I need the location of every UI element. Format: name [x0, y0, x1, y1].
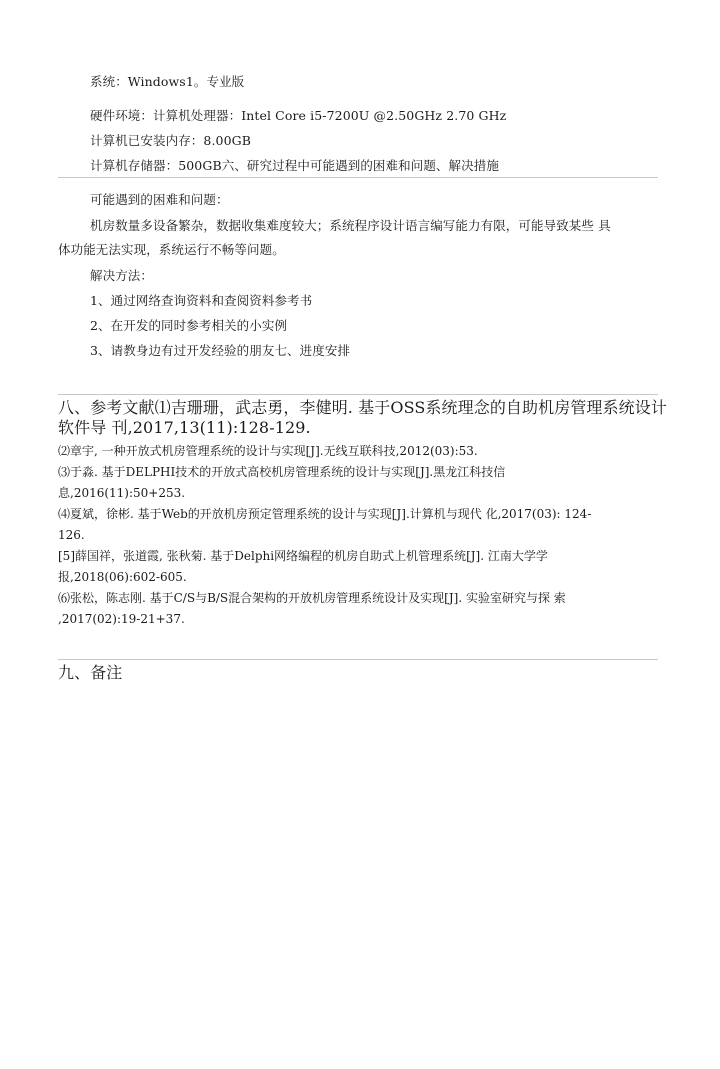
- references-heading-line2: 软件导 刊,2017,13(11):128-129.: [58, 418, 311, 437]
- references-heading-line1: 八、参考文献⑴吉珊珊，武志勇，李健明. 基于OSS系统理念的自助机房管理系统设计: [58, 398, 667, 417]
- reference-line: ⑵章宇, 一种开放式机房管理系统的设计与实现[J].无线互联科技,2012(03):53.: [58, 444, 478, 458]
- section-divider: [58, 659, 658, 660]
- section-divider: [58, 177, 658, 178]
- section-divider: [58, 394, 658, 395]
- reference-line: 息,2016(11):50+253.: [58, 486, 186, 500]
- reference-line: 报,2018(06):602-605.: [58, 570, 187, 584]
- reference-line: [5]薛国祥，张道霞, 张秋菊. 基于Delphi网络编程的机房自助式上机管理系统[J]. 江南大学学: [58, 549, 548, 563]
- problems-text-line1: 机房数量多设备繁杂，数据收集难度较大；系统程序设计语言编写能力有限，可能导致某些 具: [90, 218, 611, 233]
- hardware-line: 硬件环境：计算机处理器：Intel Core i5-7200U @2.50GHz 2.70 GHz: [90, 108, 507, 123]
- storage-line: 计算机存储器：500GB六、研究过程中可能遇到的困难和问题、解决措施: [90, 158, 499, 173]
- os-line: 系统：Windows1。专业版: [90, 74, 245, 89]
- remarks-heading: 九、备注: [58, 663, 123, 682]
- solutions-heading: 解决方法：: [90, 268, 154, 283]
- solution-item: 3、请教身边有过开发经验的朋友七、进度安排: [90, 343, 351, 358]
- problems-heading: 可能遇到的困难和问题：: [90, 192, 229, 207]
- solution-item: 1、通过网络查询资料和查阅资料参考书: [90, 293, 313, 308]
- memory-line: 计算机已安装内存：8.00GB: [90, 133, 252, 148]
- solution-item: 2、在开发的同时参考相关的小实例: [90, 318, 288, 333]
- reference-line: ⑷夏斌，徐彬. 基于Web的开放机房预定管理系统的设计与实现[J].计算机与现代 化,2017(03): 124-: [58, 507, 592, 521]
- reference-line: ⑹张松，陈志刚. 基于C/S与B/S混合架构的开放机房管理系统设计及实现[J]. 实验室研究与探 索: [58, 591, 566, 605]
- reference-line: ⑶于淼. 基于DELPHI技术的开放式高校机房管理系统的设计与实现[J].黑龙江科技信: [58, 465, 506, 479]
- reference-line: ,2017(02):19-21+37.: [58, 612, 185, 626]
- reference-line: 126.: [58, 528, 85, 542]
- problems-text-line2: 体功能无法实现，系统运行不畅等问题。: [58, 242, 285, 257]
